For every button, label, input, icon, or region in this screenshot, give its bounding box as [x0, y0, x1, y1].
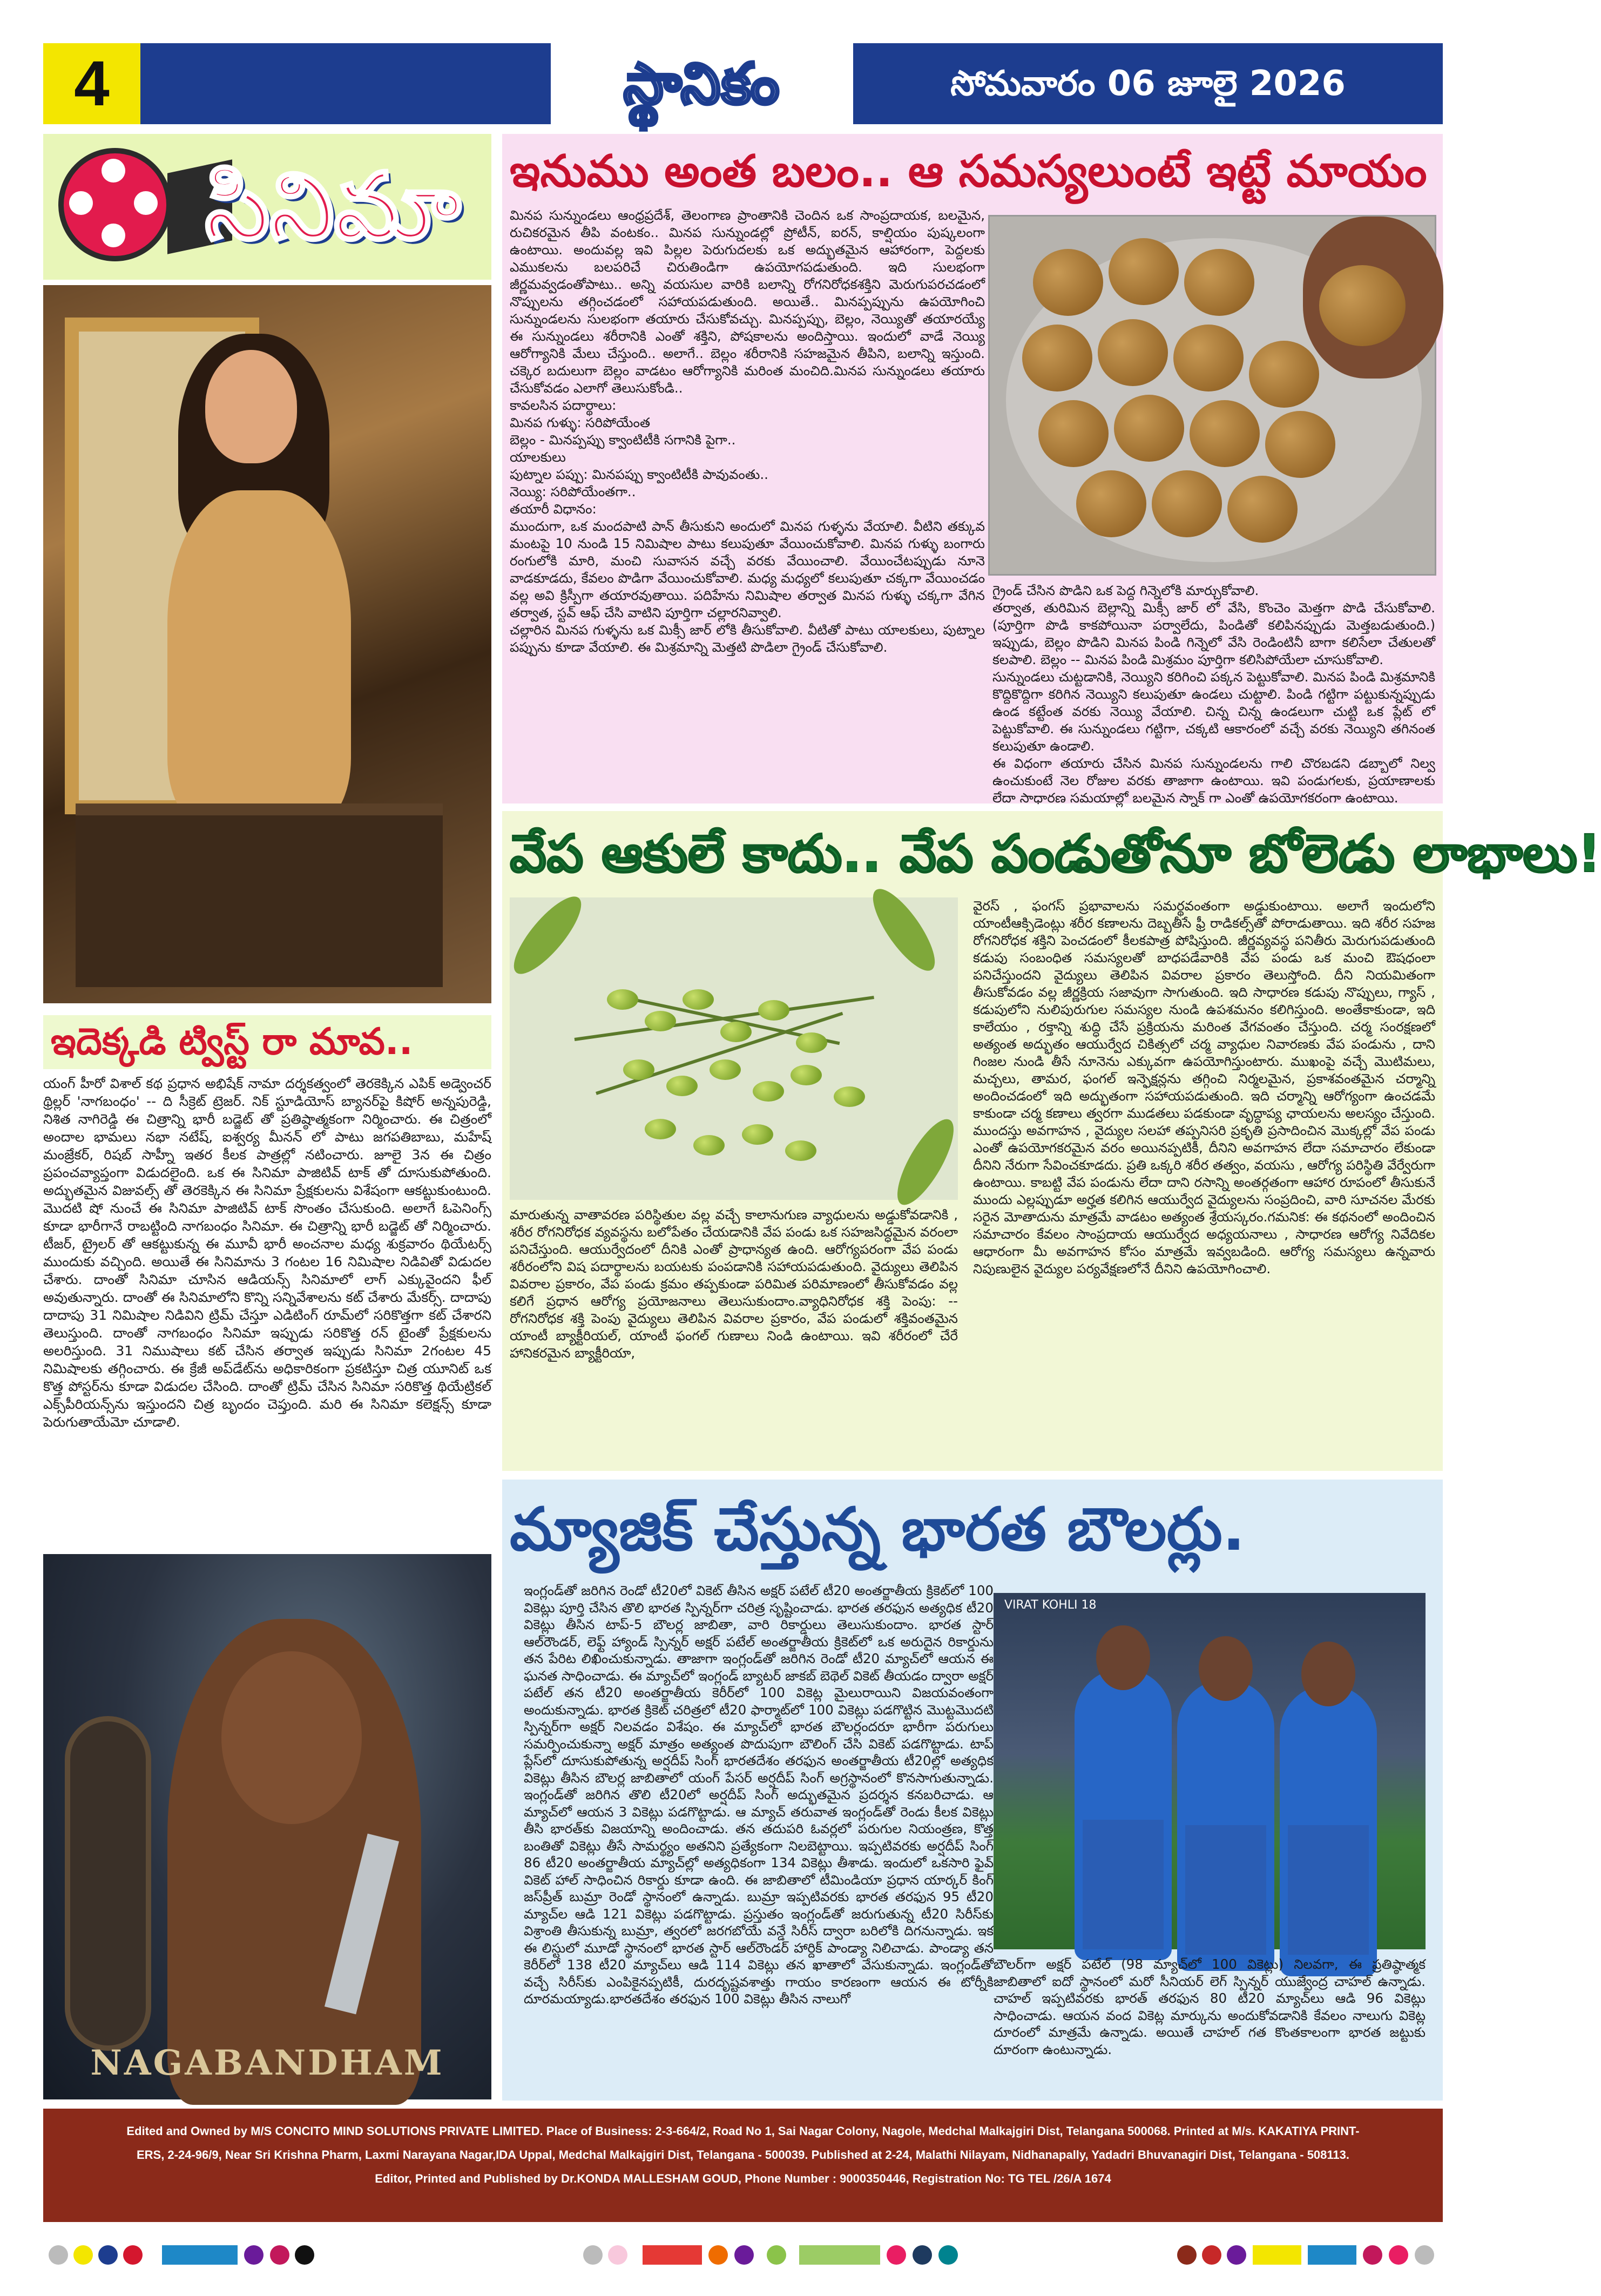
- header-bar-left: [140, 43, 551, 124]
- article2-body-left: మారుతున్న వాతావరణ పరిస్థితుల వల్ల వచ్చే కాలానుగుణ వ్యాధులను అడ్డుకోవడానికి , శరీర రోగనిరోధక వ్యవస్థను బలోపేతం చేయడానికి వేప పండు ఒక సహజసిద్ధమైన వరంలా పనిచేస్తుంది. ఆయుర్వేదంలో దీనికి ఎంతో ప్రాధాన్యత ఉంది. ఆరోగ్యపరంగా వేప పండు శరీరంలోని విష పదార్థాలను బయటకు పంపడానికి సహాయపడుతుంది. వైద్యులు తెలిపిన వివరాల ప్రకారం, వేప పండు క్రమం తప్పకుండా పరిమిత పరిమాణంలో తీసుకోవడం వల్ల కలిగే ప్రధాన ఆరోగ్య ప్రయోజనాలు తెలుసుకుందాం.వ్యాధినిరోధక శక్తి పెంపు: -- రోగనిరోధక శక్తి పెంపు వైద్యులు తెలిపిన వివరాల ప్రకారం, వేప పండులో శక్తివంతమైన యాంటీ బ్యాక్టీరియల్, యాంటీ ఫంగల్ గుణాలు నిండి ఉంటాయి. ఇవి శరీరంలో చేరే హానికరమైన బ్యాక్టీరియా,: [510, 1207, 958, 1361]
- article1-body: మినప సున్నుండలు ఆంధ్రప్రదేశ్, తెలంగాణ ప్రాంతానికి చెందిన ఒక సాంప్రదాయక, బలమైన, రుచికరమైన తీపి వంటకం.. మినప సున్నుండల్లో ప్రోటీన్, ఐరన్, కాల్షియం పుష్కలంగా ఉంటాయి. అందువల్ల ఇవి పిల్లల పెరుగుదలకు ఒక అద్భుతమైన ఆహారంగా, పెద్దలకు ఎముకలను బలపరిచే చిరుతిండిగా ఉపయోగపడుతుంది. ఇది సులభంగా జీర్ణమవ్వడంతోపాటు.. అన్ని వయసుల వారికి బలాన్ని రోగనిరోధకశక్తిని మెరుగుపరచడంలో నొప్పులను తగ్గించడంలో సహాయపడుతుంది. అయితే.. మినప్పప్పును ఉపయోగించి సున్నుండలను సులభంగా తయారు చేసుకోవచ్చు. మినప్పప్పు, బెల్లం, నెయ్యితో తయారయ్యే ఈ సున్నుండలు శరీరానికి ఎంతో శక్తిని, పోషకాలను అందిస్తాయి. ఇందులో వాడే నెయ్యి ఆరోగ్యానికి మేలు చేస్తుంది.. అలాగే.. బెల్లం శరీరానికి సహజమైన తీపిని, బలాన్ని ఇస్తుంది. చక్కెర బదులుగా బెల్లం వాడటం ఆరోగ్యానికి మరింత మంచిది.మినప సున్నుండలు తయారు చేసుకోవడం ఎలాగో తెలుసుకోండి.. కావలసిన పదార్థాలు: మినప గుళ్ళు: సరిపోయేంత బెల్లం - మినప్పప్పు క్వాంటిటీకి సగానికి పైగా.. యాలకులు పుట్నాల పప్పు: మినపప్పు క్వాంటిటీకి పావువంతు.. నెయ్యి: సరిపోయేంతగా.. తయారీ విధానం: ముందుగా, ఒక మందపాటి పాన్ తీసుకుని అందులో మినప గుళ్ళను వేయాలి. వీటిని తక్కువ మంటపై 10 నుండి 15 నిమిషాల పాటు కలుపుతూ వేయించుకోవాలి. మినప గుళ్ళు బంగారు రంగులోకి మారి, మంచి సువాసన వచ్చే వరకు వేయించాలి. వేయించేటప్పుడు నూనె వాడకూడదు, కేవలం పొడిగా వేయించుకోవాలి. మధ్య మధ్యలో కలుపుతూ చక్కగా వేయించడం వల్ల అవి క్రిస్పీగా తయారవుతాయి. పదిహేను నిమిషాల తర్వాత మినప గుళ్ళు చక్కగా వేగిన తర్వాత, స్టవ్ ఆఫ్ చేసి వాటిని పూర్తిగా చల్లారనివ్వాలి. చల్లారిన మినప గుళ్ళను ఒక మిక్సీ జార్ లోకి తీసుకోవాలి. వీటితో పాటు యాలకులు, పుట్నాల పప్పును కూడా వేయాలి. ఈ మిశ్రమాన్ని మెత్తటి పొడిలా గ్రైండ్ చేసుకోవాలి.: [510, 207, 985, 655]
- article2-headline: వేప ఆకులే కాదు.. వేప పండుతోనూ బోలెడు లాభాలు!: [510, 823, 1601, 884]
- cinema-article-body: యంగ్ హీరో విశాల్ కథ ప్రధాన అభిషేక్ నామా దర్శకత్వంలో తెరకెక్కిన ఎపిక్ అడ్వెంచర్ థ్రిల్లర్ 'నాగబంధం' -- ది సీక్రెట్ ట్రెజర్. నిక్ స్టూడియోస్ బ్యానర్‌పై కిషోర్ అన్నపురెడ్డి, నిశిత నాగిరెడ్డి ఈ చిత్రాన్ని భారీ బడ్జెట్ తో ప్రతిష్ఠాత్మకంగా నిర్మించారు. ఈ చిత్రంలో అందాల భామలు నభా నటేష్, ఐశ్వర్య మీనన్ లో పాటు జగపతిబాబు, మహేష్ మంజ్రేకర్, రిషబ్ సాహ్నీ ఇతర కీలక పాత్రల్లో నటించారు. జూలై 3న ఈ చిత్రం ప్రపంచవ్యాప్తంగా విడుదలైంది. ఒక ఈ సినిమా పాజిటివ్ టాక్ తో దూసుకుపోతుంది. అద్భుతమైన విజువల్స్ తో తెరకెక్కిన ఈ సినిమా ప్రేక్షకులను విశేషంగా ఆకట్టుకుంటుంది. మొదటి షో నుంచే ఈ సినిమా పాజిటివ్ టాక్ సొంతం చేసుకుంది. అలాగే ఓపెనింగ్స్ కూడా భారీగానే రాబట్టింది నాగబంధం సినిమా. ఈ చిత్రాన్ని భారీ బడ్జెట్ తో నిర్మించారు. టీజర్, ట్రైలర్ తో ఆకట్టుకున్న ఈ మూవీ భారీ అంచనాల మధ్య శుక్రవారం థియేటర్స్ ముందుకు వచ్చింది. అయితే ఈ సినిమాను 3 గంటల 16 నిమిషాల నిడివితో విడుదల చేశారు. దాంతో సినిమా చూసిన ఆడియన్స్ సినిమాలో లాగ్ ఎక్కువైందని ఫీల్ అవుతున్నారు. దాంతో ఈ సినిమాలోని కొన్ని సన్నివేశాలను కట్ చేశారు మేకర్స్. దాదాపు దాదాపు 31 నిమిషాల నిడివిని ట్రిమ్ చేస్తూ ఎడిటింగ్ రూమ్‌లో సరికొత్తగా కట్ చేశారని తెలుస్తుంది. దాంతో నాగబంధం సినిమా ఇప్పుడు సరికొత్త రన్ టైంతో ప్రేక్షకులను అలరిస్తుంది. 31 నిముషాలు కట్ చేసిన తర్వాత ఇప్పుడు సినిమా 2గంటల 45 నిమిషాలకు తగ్గించారు. ఈ క్రేజీ అప్‌డేట్‌ను అధికారికంగా ప్రకటిస్తూ చిత్ర యూనిట్ ఒక కొత్త పోస్టర్‌ను కూడా విడుదల చేసింది. దాంతో ట్రిమ్ చేసిన సినిమా సరికొత్త థియేట్రికల్ ఎక్స్‌పీరియన్స్‌ను ఇస్తుందని చిత్ర బృందం చెప్తుంది. మరి ఈ సినిమా కలెక్షన్స్ కూడా పెరుగుతాయేమో చూడాలి.: [43, 1076, 491, 1430]
- article1-body-continued: గ్రైండ్ చేసిన పొడిని ఒక పెద్ద గిన్నెలోకి మార్చుకోవాలి. తర్వాత, తురిమిన బెల్లాన్ని మిక్సీ జార్ లో వేసి, కొంచెం మెత్తగా పొడి చేసుకోవాలి. (పూర్తిగా పొడి కాకపోయినా పర్వాలేదు, పిండితో కలిపినప్పుడు మెత్తబడుతుంది.) ఇప్పుడు, బెల్లం పొడిని మినప పిండి గిన్నెలో వేసి రెండింటినీ బాగా కలిసేలా చేతులతో కలపాలి. బెల్లం -- మినప పిండి మిశ్రమం పూర్తిగా కలిసిపోయేలా చూసుకోవాలి. సున్నుండలు చుట్టడానికి, నెయ్యిని కరిగించి పక్కన పెట్టుకోవాలి. మినప పిండి మిశ్రమానికి కొద్దికొద్దిగా కరిగిన నెయ్యిని కలుపుతూ ఉండలు చుట్టాలి. పిండి గట్టిగా పట్టుకున్నప్పుడు ఉండ కట్టేంత వరకు నెయ్యి వేయాలి. చిన్న చిన్న ఉండలుగా చుట్టి ఒక ప్లేట్ లో పెట్టుకోవాలి. ఈ సున్నుండలు గట్టిగా, చక్కటి ఆకారంలో వచ్చే వరకు నెయ్యిని తగినంత కలుపుతూ ఉండాలి. ఈ విధంగా తయారు చేసిన మినప సున్నుండలను గాలి చొరబడని డబ్బాలో నిల్వ ఉంచుకుంటే నెల రోజుల వరకు తాజాగా ఉంటాయి. ఇవి పండుగలకు, ప్రయాణాలకు లేదా సాధారణ సమయాల్లో బలమైన స్నాక్ గా ఎంతో ఉపయోగకరంగా ఉంటాయి.: [992, 583, 1435, 806]
- article-iron-strength: [502, 134, 1443, 806]
- photo-credit-tag: VIRAT KOHLI 18: [1004, 1598, 1097, 1612]
- cinema-headline: ఇదెక్కడి ట్విస్ట్ రా మావ..: [43, 1015, 491, 1069]
- article-neem-fruit: [502, 811, 1601, 1471]
- cinema-section-banner: [43, 134, 491, 280]
- movie-poster: [43, 1554, 491, 2099]
- article3-body-right: బౌలర్‌గా అక్షర్ పటేల్ (98 మ్యాచ్‌లో 100 వికెట్లు) నిలవగా, ఈ ప్రతిష్ఠాత్మక జాబితాలో ఐదో స్థానంలో మరో సీనియర్ లెగ్ స్పిన్నర్ యుజ్వేంద్ర చాహల్ ఉన్నాడు. చాహల్ ఇప్పటివరకు భారత్ తరఫున 80 టీ20 మ్యాచ్‌లు ఆడి 96 వికెట్లు సాధించాడు. ఆయన వంద వికెట్ల మార్కును అందుకోవడానికి కేవలం నాలుగు వికెట్ల దూరంలో మాత్రమే ఉన్నాడు. అయితే చాహల్ గత కొంతకాలంగా భారత జట్టుకు దూరంగా ఉంటున్నాడు.: [994, 1956, 1426, 2057]
- page-number: 4: [43, 43, 140, 124]
- article2-body-right: వైరస్ , ఫంగస్ ప్రభావాలను సమర్థవంతంగా అడ్డుకుంటాయి. అలాగే ఇందులోని యాంటీఆక్సిడెంట్లు శరీర కణాలను దెబ్బతీసే ఫ్రీ రాడికల్స్‌తో పోరాడుతాయి. ఇది శరీర సహజ రోగనిరోధక శక్తిని పెంచడంలో కీలకపాత్ర పోషిస్తుంది. జీర్ణవ్యవస్థ పనితీరు మెరుగుపడుతుంది కడుపు సంబంధిత సమస్యలతో బాధపడేవారికి వేప పండు ఒక మంచి ఔషధంలా పనిచేస్తుందని వైద్యులు తెలిపిన వివరాల ప్రకారం తెలుస్తోంది. దీని నియమితంగా తీసుకోవడం వల్ల జీర్ణక్రియ సజావుగా సాగుతుంది. ఇది సాధారణ కడుపు నొప్పులు, గ్యాస్ , కడుపులోని నులిపురుగుల సమస్యల నుండి ఉపశమనం కలిగిస్తుంది. అంతేకాకుండా, ఇది కాలేయం , రక్తాన్ని శుద్ధి చేసే ప్రక్రియను మరింత వేగవంతం చేస్తుంది. చర్మ సంరక్షణలో అత్యంత అద్భుతం ఆయుర్వేద చికిత్సలో చర్మ వ్యాధుల నివారణకు వేప పండును , దాని గింజల నుండి తీసే నూనెను ఎక్కువగా ఉపయోగిస్తుంటారు. ముఖంపై వచ్చే మొటిమలు, మచ్చలు, తామర, ఫంగల్ ఇన్ఫెక్షన్లను తగ్గించి నిర్మలమైన, ప్రకాశవంతమైన చర్మాన్ని అందించడంలో ఇది అద్భుతంగా సహాయపడుతుంది. ఇది చర్మాన్ని ఆరోగ్యంగా ఉంచడమే కాకుండా చర్మ కణాలు త్వరగా ముడతలు పడకుండా వృద్ధాప్య ఛాయలను అలస్యం చేస్తుంది. ముందస్తు అవగాహన , వైద్యుల సలహా తప్పనిసరి ప్రకృతి ప్రసాదించిన మొక్కల్లో వేప పండు ఎంతో ఉపయోగకరమైన వరం అయినప్పటికీ, దీనిని అవగాహన లేదా సమాచారం లేకుండా దీనిని నేరుగా సేవించకూడదు. ప్రతి ఒక్కరి శరీర తత్వం, వయసు , ఆరోగ్య పరిస్థితి వేర్వేరుగా ఉంటాయి. కాబట్టి వేప పండును లేదా దాని రసాన్ని అంతర్గతంగా ఆహార రూపంలో తీసుకునే ముందు ఎల్లప్పుడూ అర్హత కలిగిన ఆయుర్వేద వైద్యులను సంప్రదించి, వారి సూచనల మేరకు సరైన మోతాదును మాత్రమే వాడటం అత్యంత శ్రేయస్కరం.గమనిక: ఈ కథనంలో అందించిన సమాచారం కేవలం సాంప్రదాయ ఆయుర్వేద అధ్యయనాలు , సాధారణ ఆరోగ్య నివేదికల ఆధారంగా మీ అవగాహన కోసం మాత్రమే ఇవ్వబడింది. ఆరోగ్య సమస్యలు ఉన్నవారు నిపుణులైన వైద్యుల పర్యవేక్షణలోనే దీనిని ఉపయోగించాలి.: [973, 898, 1435, 1277]
- section-title: సినిమా: [205, 153, 461, 260]
- article1-headline: ఇనుము అంత బలం.. ఆ సమస్యలుంటే ఇట్టే మాయం: [510, 146, 1427, 197]
- cricketers-photo: [994, 1593, 1426, 1949]
- imprint-line-1: Edited and Owned by M/S CONCITO MIND SOLUTIONS PRIVATE LIMITED. Place of Business: 2-3-664/2, Road No 1, Sai Nagar Colony, Nagole, Medchal Malkajgiri Dist, Telangana 500068. Printed at M/s. KAKATIYA PRINT-: [126, 2124, 1360, 2138]
- issue-date: సోమవారం 06 జూలై 2026: [853, 43, 1443, 124]
- film-reel-icon: [58, 148, 172, 261]
- article3-body-left: ఇంగ్లండ్‌తో జరిగిన రెండో టీ20లో వికెట్ తీసిన అక్షర్ పటేల్ టీ20 అంతర్జాతీయ క్రికెట్‌లో 100 వికెట్లు పూర్తి చేసిన తొలి భారత స్పిన్నర్‌గా చరిత్ర సృష్టించాడు. భారత తరఫున అత్యధిక టీ20 వికెట్లు తీసిన టాప్-5 బౌలర్ల జాబితా, వారి రికార్డులు తెలుసుకుందాం. భారత స్టార్ ఆల్‌రౌండర్, లెఫ్ట్ హ్యాండ్ స్పిన్నర్ అక్షర్ పటేల్ అంతర్జాతీయ క్రికెట్‌లో ఒక అరుదైన రికార్డును తన పేరిట లిఖించుకున్నాడు. తాజాగా ఇంగ్లండ్‌తో జరిగిన రెండో టీ20 మ్యాచ్‌లో ఆయన ఈ ఘనత సాధించాడు. ఈ మ్యాచ్‌లో ఇంగ్లండ్ బ్యాటర్ జాకబ్ బెథెల్ వికెట్ తీయడం ద్వారా అక్షర్ పటేల్ తన టీ20 అంతర్జాతీయ కెరీర్‌లో 100 వికెట్ల మైలురాయిని విజయవంతంగా అందుకున్నాడు. భారత క్రికెట్ చరిత్రలో టీ20 ఫార్మాట్‌లో 100 వికెట్లు పడగొట్టిన మొట్టమొదటి స్పిన్నర్‌గా అక్షర్ నిలవడం విశేషం. ఈ మ్యాచ్‌లో భారత బౌలర్లందరూ భారీగా పరుగులు సమర్పించుకున్నా అక్షర్ మాత్రం అత్యంత పొదుపుగా బౌలింగ్ చేసి వికెట్ పడగొట్టాడు. టాప్ ప్లేస్‌లో దూసుకుపోతున్న అర్షదీప్ సింగ్ భారతదేశం తరఫున అంతర్జాతీయ టీ20ల్లో అత్యధిక వికెట్లు తీసిన బౌలర్ల జాబితాలో యంగ్ పేసర్ అర్షదీప్ సింగ్ అగ్రస్థానంలో కొనసాగుతున్నాడు. ఇంగ్లండ్‌తో జరిగిన తొలి టీ20లో అర్షదీప్ సింగ్ అద్భుతమైన ప్రదర్శన కనబరిచాడు. ఆ మ్యాచ్‌లో ఆయన 3 వికెట్లు పడగొట్టాడు. ఆ మ్యాచ్ తరువాత ఇంగ్లండ్‌తో రెండు కీలక వికెట్లు తీసి భారత్‌కు విజయాన్ని అందించాడు. తన తదుపరి ఓవర్లలో పరుగుల నియంత్రణ, కొత్త బంతితో వికెట్లు తీసే సామర్థ్యం అతనిని ప్రత్యేకంగా నిలబెట్టాయి. ఇప్పటివరకు అర్షదీప్ సింగ్ 86 టీ20 అంతర్జాతీయ మ్యాచ్‌ల్లో అత్యధికంగా 134 వికెట్లు తీశాడు. ఇందులో ఒకసారి ఫైవ్ వికెట్ హాల్ సాధించిన రికార్డు కూడా ఉంది. ఈ జాబితాలో టీమిండియా ప్రధాన యార్కర్ కింగ్ జస్‌ప్రీత్ బుమ్రా రెండో స్థానంలో ఉన్నాడు. బుమ్రా ఇప్పటివరకు భారత తరఫున 95 టీ20 మ్యాచ్‌ల ఆడి 121 వికెట్లు పడగొట్టాడు. ప్రస్తుతం ఇంగ్లండ్‌తో జరుగుతున్న టీ20 సిరీస్‌కు విశ్రాంతి తీసుకున్న బుమ్రా, త్వరలో జరగబోయే వన్డే సిరీస్ ద్వారా బరిలోకి దిగనున్నాడు. ఇక ఈ లిస్టులో మూడో స్థానంలో భారత స్టార్ ఆల్‌రౌండర్ హార్దిక్ పాండ్యా నిలిచాడు. పాండ్యా తన కెరీర్‌లో 138 టీ20 మ్యాచ్‌లు ఆడి 114 వికెట్లు తన ఖాతాలో వేసుకున్నాడు. ఇంగ్లండ్‌తో వచ్చే సిరీస్‌కు ఎంపికైనప్పటికీ, దురదృష్టవశాత్తు గాయం కారణంగా ఆయన ఈ టోర్నీకి దూరమయ్యాడు.భారతదేశం తరఫున 100 వికెట్లు తీసిన నాలుగో: [524, 1583, 994, 2007]
- print-color-registration-strip: [43, 2241, 1443, 2268]
- imprint-line-3: Editor, Printed and Published by Dr.KONDA MALLESHAM GOUD, Phone Number : 9000350446, Registration No: TG TEL /26/A 1674: [375, 2172, 1111, 2185]
- actress-photo: [43, 285, 491, 1003]
- neem-fruit-photo: [510, 897, 958, 1200]
- poster-title: NAGABANDHAM: [90, 2043, 444, 2083]
- cobra-figure: [65, 1716, 151, 2051]
- laddoo-photo: [988, 215, 1436, 576]
- page-header: [43, 43, 1443, 124]
- imprint-footer: [43, 2109, 1443, 2222]
- imprint-line-2: ERS, 2-24-96/9, Near Sri Krishna Pharm, Laxmi Narayana Nagar,IDA Uppal, Medchal Malkajgiri Dist, Telangana - 500039. Published at 2-24, Malathi Nilayam, Nidhanapally, Yadadri Bhuvanagiri Dist, Telangana - 508113.: [136, 2148, 1350, 2162]
- article-indian-bowlers: [502, 1480, 1443, 2101]
- masthead-logo: స్థానికం: [551, 43, 853, 124]
- article3-headline: మ్యాజిక్ చేస్తున్న భారత బౌలర్లు.: [510, 1495, 1245, 1564]
